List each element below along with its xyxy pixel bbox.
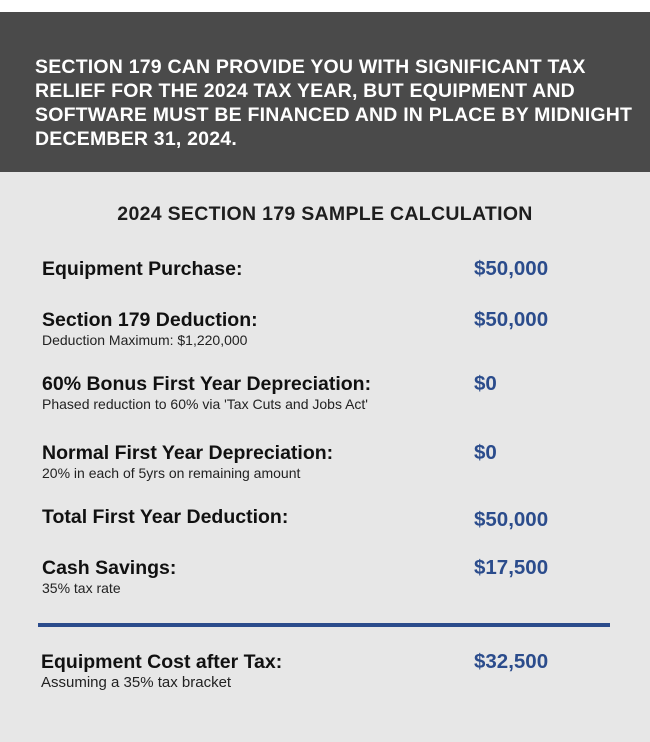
row-label: Equipment Purchase: (42, 258, 243, 280)
row-cash-savings (42, 557, 602, 596)
row-subtext: 35% tax rate (42, 580, 121, 596)
row-label: 60% Bonus First Year Depreciation: (42, 373, 372, 395)
row-label: Normal First Year Depreciation: (42, 442, 334, 464)
row-value: $50,000 (474, 508, 549, 531)
divider-line (38, 623, 610, 627)
row-value: $17,500 (474, 556, 549, 579)
final-subtext: Assuming a 35% tax bracket (41, 674, 232, 691)
row-equipment-cost-after-tax (41, 651, 601, 691)
row-total-deduction (42, 506, 602, 531)
calculation-card (0, 172, 650, 742)
row-subtext: Deduction Maximum: $1,220,000 (42, 332, 248, 348)
banner-text: SECTION 179 CAN PROVIDE YOU WITH SIGNIFICANT TAX RELIEF FOR THE 2024 TAX YEAR, BUT EQUIPMENT AND SOFTWARE MUST BE FINANCED AND IN PLACE BY MIDNIGHT DECEMBER 31, 2024. (35, 56, 633, 150)
final-value: $32,500 (474, 650, 549, 673)
row-section-179-deduction (42, 309, 602, 348)
row-normal-depreciation (42, 442, 602, 481)
final-label: Equipment Cost after Tax: (41, 651, 283, 673)
row-value: $0 (474, 441, 497, 464)
row-label: Cash Savings: (42, 557, 177, 579)
row-subtext: 20% in each of 5yrs on remaining amount (42, 465, 301, 481)
row-subtext: Phased reduction to 60% via 'Tax Cuts and Jobs Act' (42, 396, 368, 412)
row-value: $50,000 (474, 308, 549, 331)
row-value: $50,000 (474, 257, 549, 280)
header-banner (0, 12, 650, 172)
row-label: Section 179 Deduction: (42, 309, 258, 331)
row-value: $0 (474, 372, 497, 395)
row-equipment-purchase (42, 258, 602, 280)
row-label: Total First Year Deduction: (42, 506, 289, 528)
calculation-title: 2024 SECTION 179 SAMPLE CALCULATION (117, 203, 533, 225)
row-bonus-depreciation (42, 373, 602, 412)
